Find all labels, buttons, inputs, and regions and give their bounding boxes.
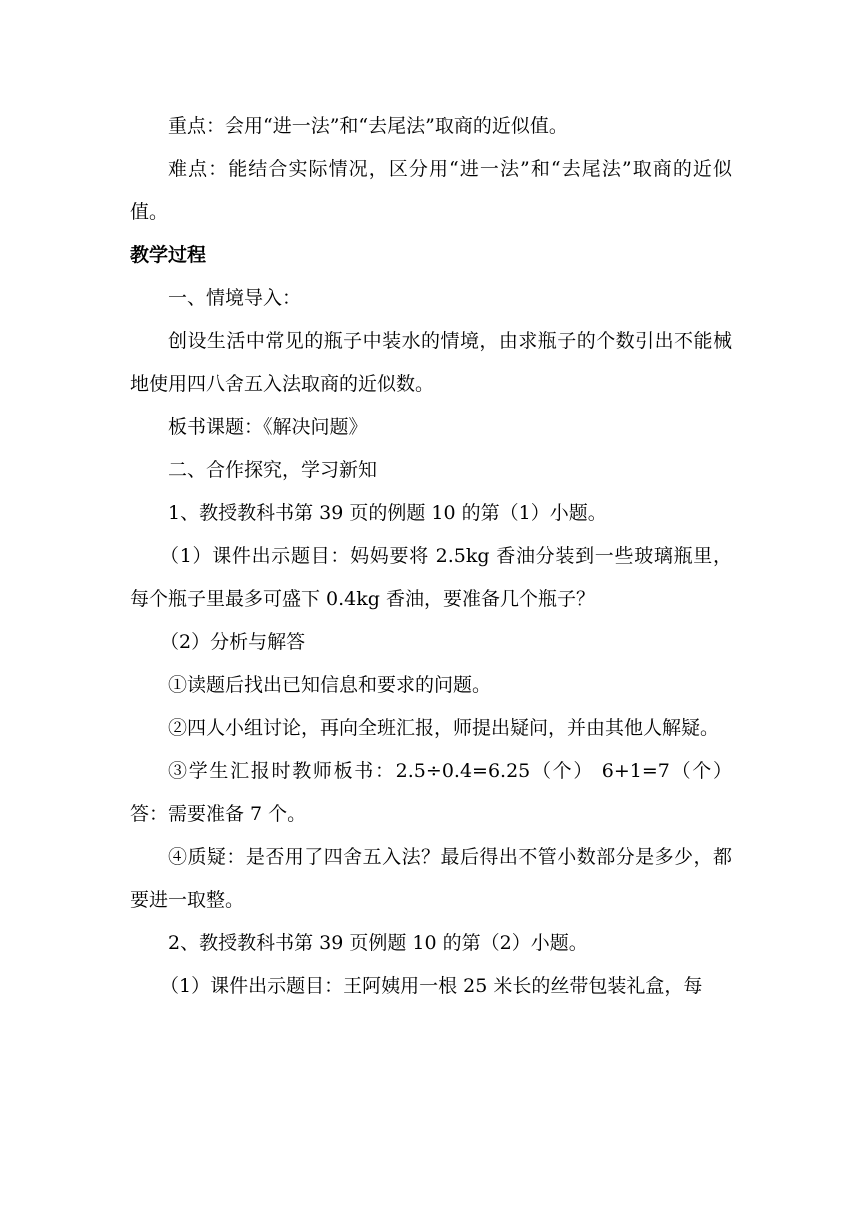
- item-1-question-2: （2）分析与解答: [160, 631, 306, 653]
- section-1-body: 创设生活中常见的瓶子中装水的情境，由求瓶子的个数引出不能械地使用四八舍五入法取商的近似数。: [130, 330, 732, 395]
- document-body: [130, 105, 732, 1008]
- item-1-question-1: （1）课件出示题目：妈妈要将 2.5kg 香油分装到一些玻璃瓶里，每个瓶子里最多可盛下 0.4kg 香油，要准备几个瓶子？: [130, 545, 732, 610]
- section-1-title: 一、情境导入：: [168, 287, 302, 309]
- item-2-title: 2、教授教科书第 39 页例题 10 的第（2）小题。: [168, 932, 588, 954]
- board-title: 板书课题：《解决问题》: [168, 416, 368, 438]
- step-2: ②四人小组讨论，再向全班汇报，师提出疑问，并由其他人解疑。: [168, 717, 720, 739]
- key-point-paragraph: 重点：会用“进一法”和“去尾法”取商的近似值。: [168, 115, 568, 137]
- step-4: ④质疑：是否用了四舍五入法？最后得出不管小数部分是多少，都要进一取整。: [130, 846, 732, 911]
- item-2-question-1: （1）课件出示题目：王阿姨用一根 25 米长的丝带包装礼盒，每: [160, 975, 703, 997]
- step-1: ①读题后找出已知信息和要求的问题。: [168, 674, 492, 696]
- difficult-point-paragraph: 难点：能结合实际情况，区分用“进一法”和“去尾法”取商的近似值。: [130, 158, 732, 223]
- item-1-title: 1、教授教科书第 39 页的例题 10 的第（1）小题。: [168, 502, 607, 524]
- section-2-title: 二、合作探究，学习新知: [168, 459, 378, 481]
- step-3: ③学生汇报时教师板书：2.5÷0.4=6.25（个） 6+1=7（个） 答：需要准备 7 个。: [130, 760, 732, 825]
- teaching-process-heading: 教学过程: [130, 244, 207, 266]
